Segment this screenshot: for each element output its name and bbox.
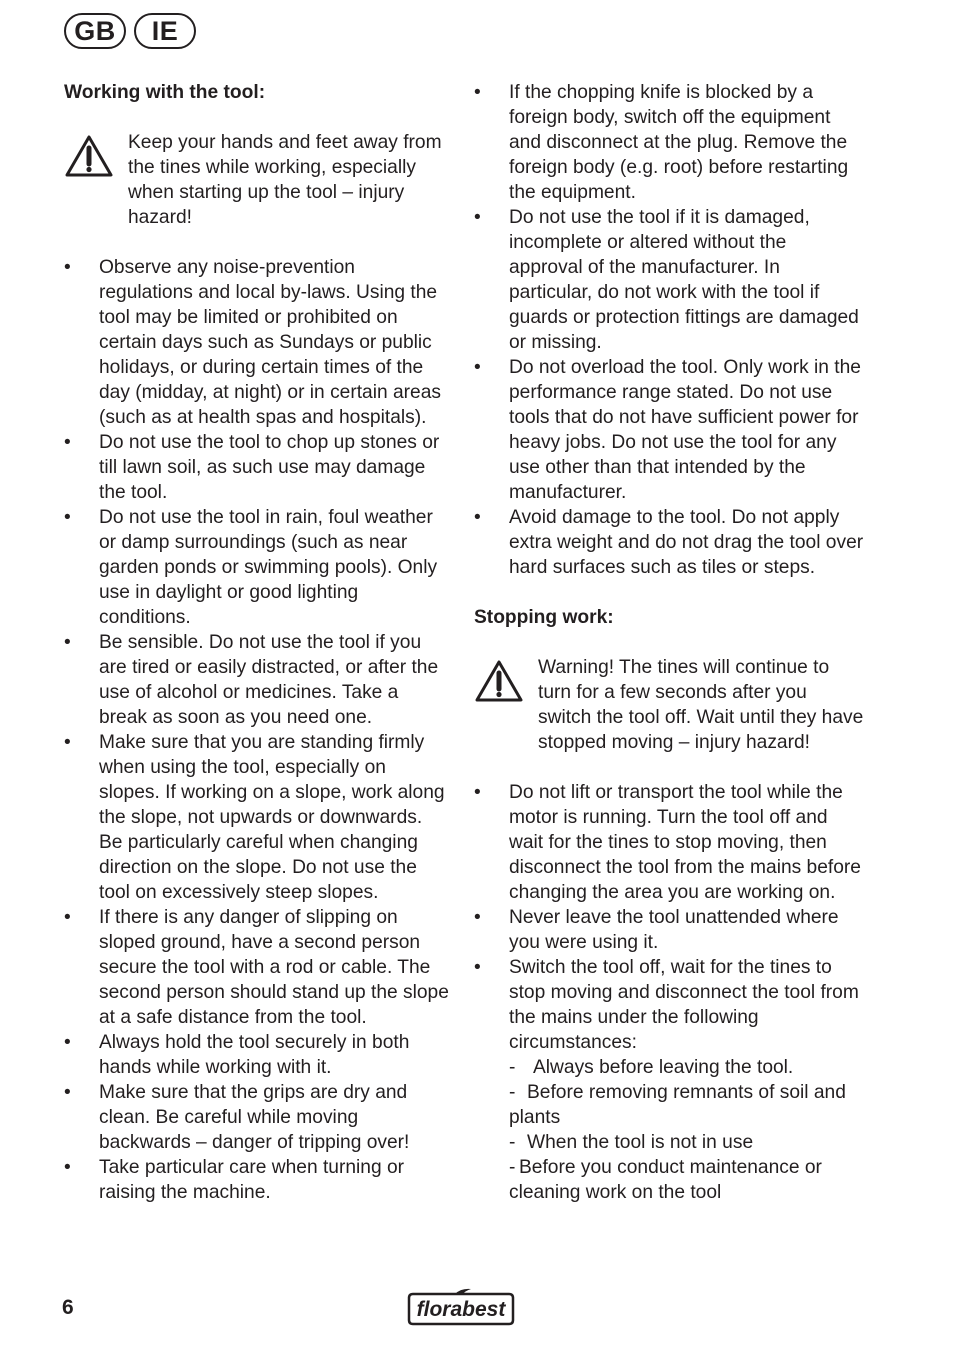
sub-list-item: - When the tool is not in use bbox=[509, 1132, 754, 1153]
spacer bbox=[474, 580, 864, 605]
list-item bbox=[474, 955, 864, 1205]
list-item: • Make sure that the grips are dry and clean. Be careful while moving backwards – danger of tripping over! bbox=[64, 1080, 450, 1155]
warning-triangle-icon bbox=[474, 659, 524, 703]
right-column bbox=[474, 80, 864, 1205]
sub-list-item: - Always before leaving the tool. bbox=[509, 1057, 794, 1078]
list-item-text: Switch the tool off, wait for the tines to stop moving and disconnect the tool from the mains under the following circumstances: bbox=[509, 957, 859, 1053]
section-heading-working: Working with the tool: bbox=[64, 82, 266, 103]
sub-list-item: - Before removing remnants of soil and plants bbox=[509, 1082, 846, 1128]
warning-triangle-icon bbox=[64, 134, 114, 178]
list-item: • Never leave the tool unattended where you were using it. bbox=[474, 905, 864, 955]
list-item: • Do not use the tool to chop up stones or till lawn soil, as such use may damage the tool. bbox=[64, 430, 450, 505]
language-badge-ie: IE bbox=[134, 13, 196, 49]
bullet-list-right-top bbox=[474, 80, 864, 580]
florabest-logo bbox=[405, 1288, 517, 1328]
list-item: • Do not use the tool if it is damaged, incomplete or altered without the approval of the manufacturer. In particular, do not work with the tool if guards or protection fittings are damaged or missing. bbox=[474, 205, 864, 355]
list-item: • Do not use the tool in rain, foul weather or damp surroundings (such as near garden ponds or swimming pools). Only use in daylight or good lighting conditions. bbox=[64, 505, 450, 630]
left-column bbox=[64, 80, 450, 1205]
warning-text: Warning! The tines will continue to turn for a few seconds after you switch the tool off. Wait until they have stopped moving – injury hazard! bbox=[538, 657, 864, 753]
language-badges bbox=[64, 13, 196, 49]
list-item: • Do not lift or transport the tool while the motor is running. Turn the tool off and wait for the tines to stop moving, then disconnect the tool from the mains before changing the area you are working on. bbox=[474, 780, 864, 905]
warning-block-stopping bbox=[474, 655, 864, 755]
bullet-list-right-bottom bbox=[474, 780, 864, 1205]
list-item: • Avoid damage to the tool. Do not apply extra weight and do not drag the tool over hard surfaces such as tiles or steps. bbox=[474, 505, 864, 580]
sub-list bbox=[509, 1055, 864, 1205]
list-item: • Make sure that you are standing firmly when using the tool, especially on slopes. If working on a slope, work along the slope, not upwards or downwards. Be particularly careful when changing direction on the slope. Do not use the tool on excessively steep slopes. bbox=[64, 730, 450, 905]
language-badge-gb: GB bbox=[64, 13, 126, 49]
warning-text: Keep your hands and feet away from the tines while working, especially when starting up the tool – injury hazard! bbox=[128, 132, 442, 228]
list-item: • Always hold the tool securely in both hands while working with it. bbox=[64, 1030, 450, 1080]
list-item: • If there is any danger of slipping on sloped ground, have a second person secure the tool with a rod or cable. The second person should stand up the slope at a safe distance from the tool. bbox=[64, 905, 450, 1030]
list-item: • Observe any noise-prevention regulations and local by-laws. Using the tool may be limited or prohibited on certain days such as Sundays or public holidays, or during certain times of the day (midday, at night) or in certain areas (such as at health spas and hospitals). bbox=[64, 255, 450, 430]
sub-list-item: - Before you conduct maintenance or cleaning work on the tool bbox=[509, 1157, 822, 1203]
warning-block-tines bbox=[64, 130, 450, 230]
logo-text: florabest bbox=[416, 1298, 506, 1321]
list-item: • Be sensible. Do not use the tool if you are tired or easily distracted, or after the use of alcohol or medicines. Take a break as soon as you need one. bbox=[64, 630, 450, 730]
page-number: 6 bbox=[62, 1296, 74, 1319]
section-heading-stopping: Stopping work: bbox=[474, 607, 614, 628]
list-item: • If the chopping knife is blocked by a foreign body, switch off the equipment and disconnect at the plug. Remove the foreign body (e.g. root) before restarting the equipment. bbox=[474, 80, 864, 205]
list-item: • Take particular care when turning or raising the machine. bbox=[64, 1155, 450, 1205]
bullet-list-left bbox=[64, 255, 450, 1205]
list-item: • Do not overload the tool. Only work in the performance range stated. Do not use tools that do not have sufficient power for heavy jobs. Do not use the tool for any use other than that intended by the manufacturer. bbox=[474, 355, 864, 505]
